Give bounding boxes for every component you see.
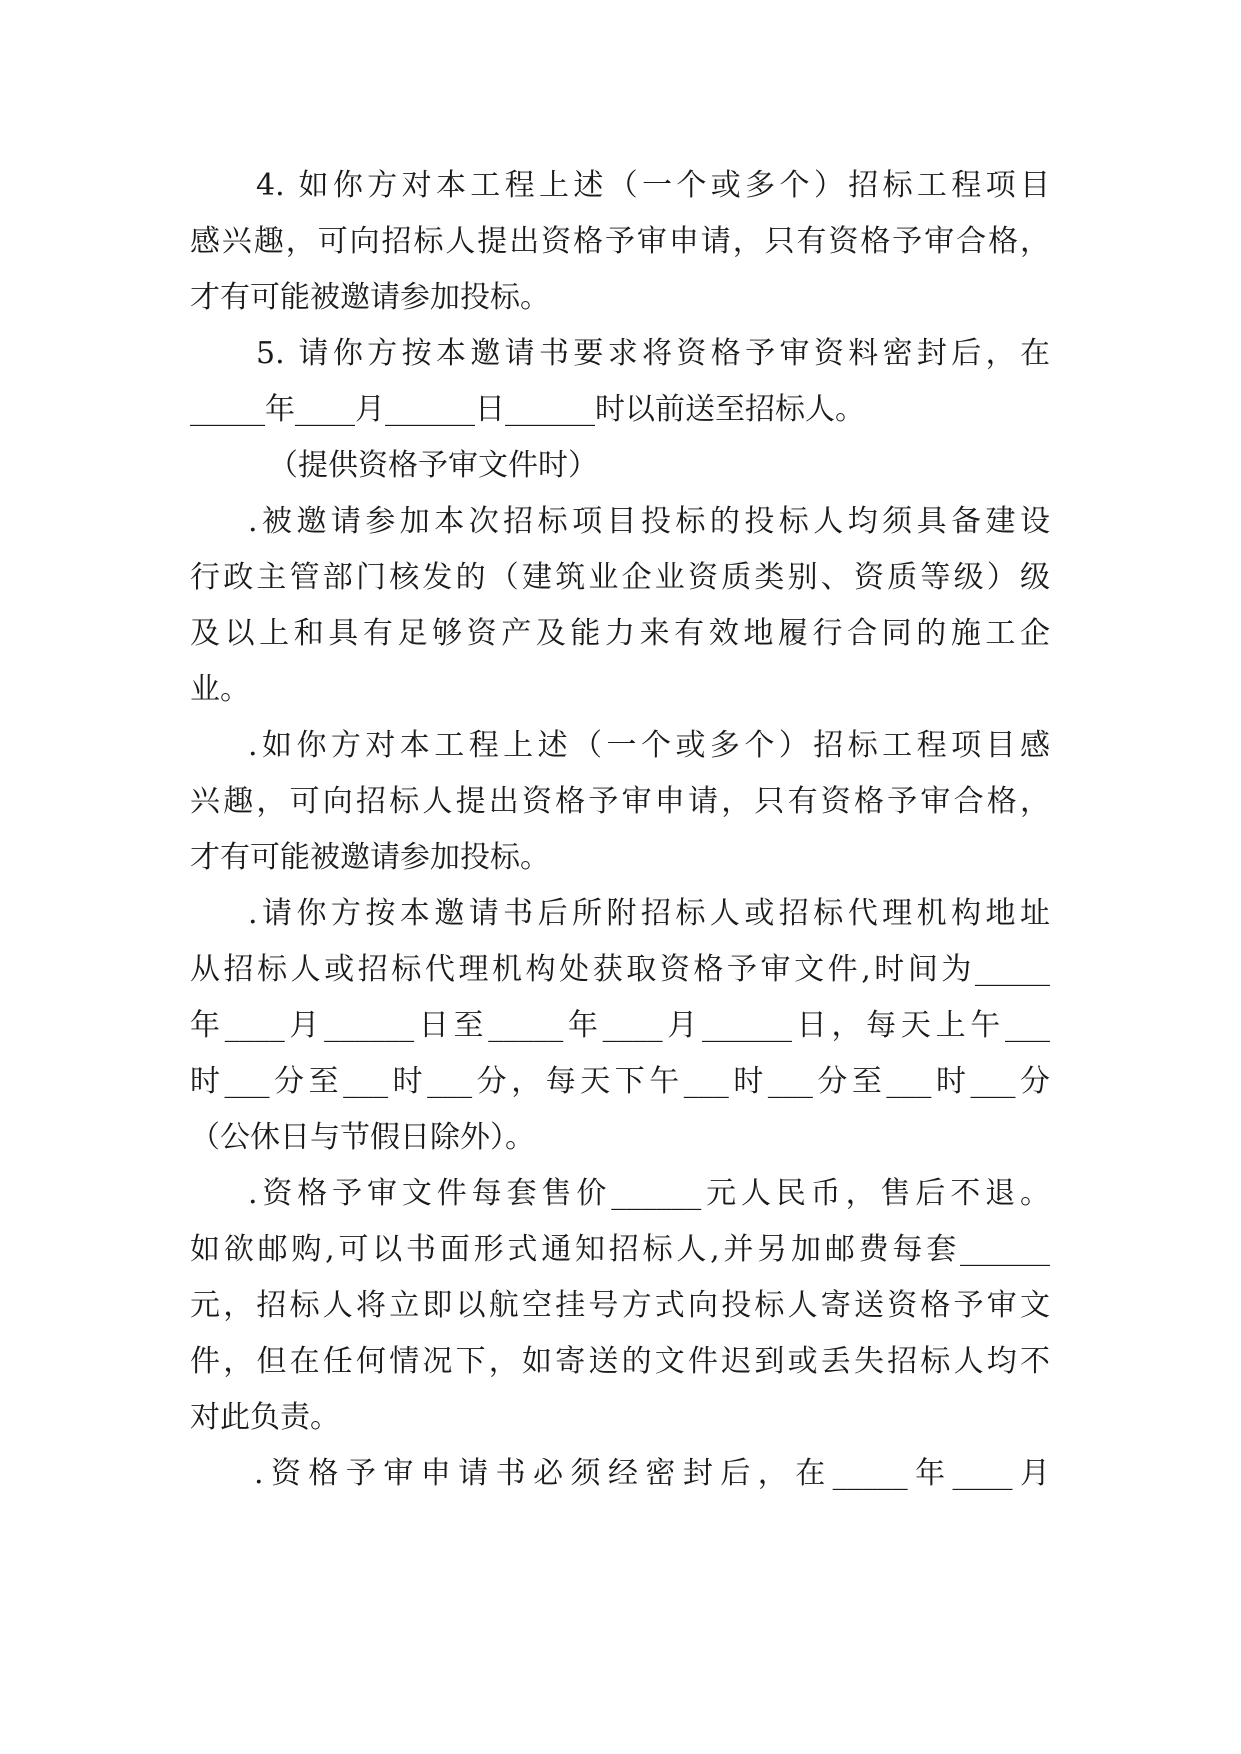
paragraph-c-line-4: 时___分至___时___分，每天下午___时___分至___时___分 (190, 1064, 1050, 1099)
paragraph-c-line-5: （公休日与节假日除外）。 (190, 1120, 535, 1155)
paragraph-5-line-2: _____年____月______日______时以前送至招标人。 (190, 392, 865, 427)
paragraph-b-line-1: .如你方对本工程上述（一个或多个）招标工程项目感 (248, 728, 1050, 763)
paragraph-4-line-2: 感兴趣，可向招标人提出资格予审申请，只有资格予审合格， (190, 224, 1050, 259)
paragraph-a-line-3: 及以上和具有足够资产及能力来有效地履行合同的施工企 (190, 616, 1050, 651)
paragraph-4-line-1: 4. 如你方对本工程上述（一个或多个）招标工程项目 (256, 168, 1050, 203)
paragraph-5-line-1: 5. 请你方按本邀请书要求将资格予审资料密封后，在 (256, 336, 1050, 371)
paragraph-d-line-5: 对此负责。 (190, 1400, 340, 1435)
paragraph-c-line-3: 年____月______日至_____年____月______日，每天上午___ (190, 1008, 1050, 1043)
paragraph-d-line-4: 件，但在任何情况下，如寄送的文件迟到或丢失招标人均不 (190, 1344, 1050, 1379)
paragraph-c-line-1: .请你方按本邀请书后所附招标人或招标代理机构地址 (248, 896, 1050, 931)
paragraph-a-line-4: 业。 (190, 672, 250, 707)
paragraph-b-line-2: 兴趣，可向招标人提出资格予审申请，只有资格予审合格， (190, 784, 1050, 819)
section-note: （提供资格予审文件时） (268, 448, 598, 483)
paragraph-c-line-2: 从招标人或招标代理机构处获取资格予审文件,时间为_____ (190, 952, 1050, 987)
paragraph-d-line-2: 如欲邮购,可以书面形式通知招标人,并另加邮费每套______ (190, 1232, 1050, 1267)
paragraph-d-line-1: .资格予审文件每套售价______元人民币，售后不退。 (248, 1176, 1050, 1211)
paragraph-a-line-1: .被邀请参加本次招标项目投标的投标人均须具备建设 (248, 504, 1050, 539)
paragraph-e-line-1: .资格予审申请书必须经密封后，在_____年____月 (254, 1456, 1050, 1491)
paragraph-a-line-2: 行政主管部门核发的（建筑业企业资质类别、资质等级）级 (190, 560, 1050, 595)
paragraph-4-line-3: 才有可能被邀请参加投标。 (190, 280, 550, 315)
paragraph-d-line-3: 元，招标人将立即以航空挂号方式向投标人寄送资格予审文 (190, 1288, 1050, 1323)
paragraph-b-line-3: 才有可能被邀请参加投标。 (190, 840, 550, 875)
